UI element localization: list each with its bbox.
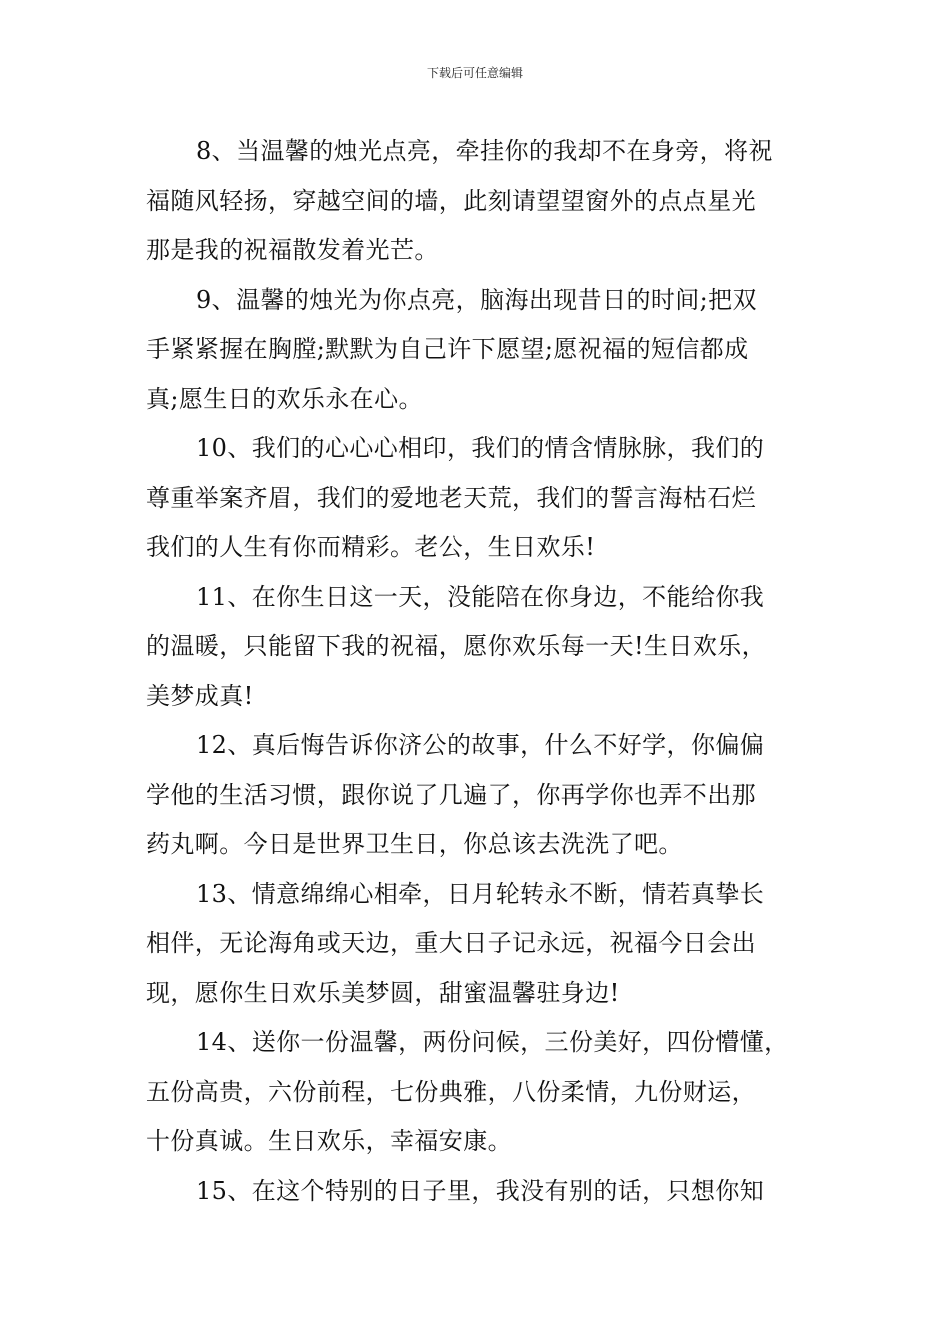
- paragraph-12: [146, 721, 810, 870]
- paragraph-15: [146, 1167, 810, 1217]
- text-line: 现，愿你生日欢乐美梦圆，甜蜜温馨驻身边!: [146, 978, 620, 1007]
- paragraph-11: [146, 573, 810, 722]
- text-line: 手紧紧握在胸膛;默默为自己许下愿望;愿祝福的短信都成: [146, 335, 749, 363]
- text-line: 11、在你生日这一天，没能陪在你身边，不能给你我: [196, 582, 765, 611]
- text-line: 那是我的祝福散发着光芒。: [146, 236, 439, 264]
- text-line: 的温暖，只能留下我的祝福，愿你欢乐每一天!生日欢乐，: [146, 632, 767, 660]
- paragraph-9: [146, 276, 810, 425]
- text-line: 药丸啊。今日是世界卫生日，你总该去洗洗了吧。: [146, 830, 683, 858]
- text-line: 尊重举案齐眉，我们的爱地老天荒，我们的誓言海枯石烂: [146, 483, 756, 512]
- text-line: 9、温馨的烛光为你点亮，脑海出现昔日的时间;把双: [196, 285, 757, 314]
- text-line: 13、情意绵绵心相牵，日月轮转永不断，情若真挚长: [196, 879, 765, 908]
- page-header: 下载后可任意编辑: [426, 66, 523, 80]
- paragraph-14: [146, 1018, 810, 1167]
- text-line: 真;愿生日的欢乐永在心。: [146, 384, 423, 413]
- text-line: 14、送你一份温馨，两份问候，三份美好，四份懵懂，: [196, 1028, 789, 1056]
- paragraph-8: [146, 127, 810, 276]
- text-line: 福随风轻扬，穿越空间的墙，此刻请望望窗外的点点星光: [146, 186, 756, 215]
- paragraph-10: [146, 424, 810, 573]
- text-line: 15、在这个特别的日子里，我没有别的话，只想你知: [196, 1176, 765, 1205]
- paragraph-13: [146, 870, 810, 1019]
- text-line: 学他的生活习惯，跟你说了几遍了，你再学你也弄不出那: [146, 780, 756, 809]
- text-line: 12、真后悔告诉你济公的故事，什么不好学，你偏偏: [196, 731, 765, 759]
- text-line: 8、当温馨的烛光点亮，牵挂你的我却不在身旁，将祝: [196, 137, 773, 165]
- text-line: 美梦成真!: [146, 681, 254, 710]
- text-line: 五份高贵，六份前程，七份典雅，八份柔情，九份财运，: [146, 1077, 756, 1106]
- text-line: 十份真诚。生日欢乐，幸福安康。: [146, 1127, 512, 1155]
- text-line: 相伴，无论海角或天边，重大日子记永远，祝福今日会出: [146, 929, 756, 957]
- text-line: 10、我们的心心心相印，我们的情含情脉脉，我们的: [196, 434, 765, 462]
- text-line: 我们的人生有你而精彩。老公，生日欢乐!: [146, 533, 596, 561]
- document-body: [146, 127, 810, 1216]
